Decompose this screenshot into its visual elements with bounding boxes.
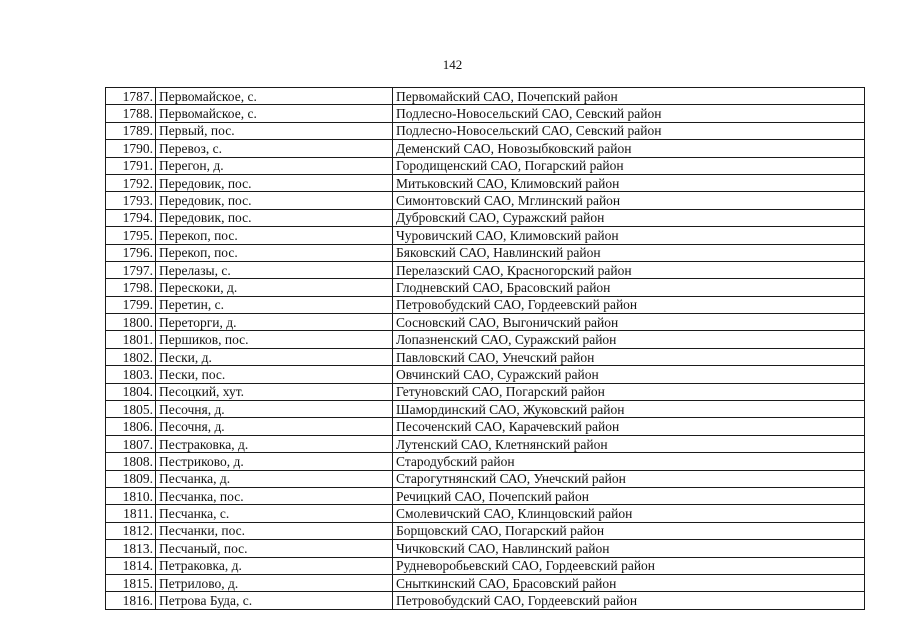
row-number-cell: 1798. — [106, 279, 156, 296]
table-body — [106, 88, 865, 610]
row-number-cell: 1794. — [106, 209, 156, 226]
settlement-name-cell: Перетин, с. — [156, 296, 393, 313]
row-number-cell: 1803. — [106, 366, 156, 383]
row-number-cell: 1792. — [106, 174, 156, 191]
row-number-cell: 1815. — [106, 574, 156, 591]
admin-unit-cell: Смолевичский САО, Клинцовский район — [393, 505, 865, 522]
table-row — [106, 540, 865, 557]
table-row — [106, 383, 865, 400]
settlement-name-cell: Першиков, пос. — [156, 331, 393, 348]
table-row — [106, 296, 865, 313]
row-number-cell: 1787. — [106, 88, 156, 105]
admin-unit-cell: Дубровский САО, Суражский район — [393, 209, 865, 226]
table-row — [106, 157, 865, 174]
table-row — [106, 418, 865, 435]
admin-unit-cell: Чуровичский САО, Климовский район — [393, 227, 865, 244]
settlement-name-cell: Первомайское, с. — [156, 105, 393, 122]
row-number-cell: 1811. — [106, 505, 156, 522]
row-number-cell: 1789. — [106, 122, 156, 139]
settlement-name-cell: Передовик, пос. — [156, 174, 393, 191]
admin-unit-cell: Рудневоробьевский САО, Гордеевский район — [393, 557, 865, 574]
row-number-cell: 1804. — [106, 383, 156, 400]
table-row — [106, 279, 865, 296]
row-number-cell: 1791. — [106, 157, 156, 174]
row-number-cell: 1807. — [106, 435, 156, 452]
settlement-name-cell: Песчанки, пос. — [156, 522, 393, 539]
admin-unit-cell: Чичковский САО, Навлинский район — [393, 540, 865, 557]
table-row — [106, 470, 865, 487]
table-row — [106, 522, 865, 539]
admin-unit-cell: Бяковский САО, Навлинский район — [393, 244, 865, 261]
settlement-name-cell: Перекоп, пос. — [156, 244, 393, 261]
admin-unit-cell: Стародубский район — [393, 453, 865, 470]
row-number-cell: 1814. — [106, 557, 156, 574]
admin-unit-cell: Старогутнянский САО, Унечский район — [393, 470, 865, 487]
table-row — [106, 505, 865, 522]
table-row — [106, 122, 865, 139]
settlement-name-cell: Песочня, д. — [156, 418, 393, 435]
row-number-cell: 1812. — [106, 522, 156, 539]
page-number: 142 — [442, 57, 463, 72]
admin-unit-cell: Лутенский САО, Клетнянский район — [393, 435, 865, 452]
admin-unit-cell: Сосновский САО, Выгоничский район — [393, 314, 865, 331]
admin-unit-cell: Лопазненский САО, Суражский район — [393, 331, 865, 348]
settlement-name-cell: Петрова Буда, с. — [156, 592, 393, 609]
row-number-cell: 1793. — [106, 192, 156, 209]
admin-unit-cell: Сныткинский САО, Брасовский район — [393, 574, 865, 591]
admin-unit-cell: Подлесно-Новосельский САО, Севский район — [393, 105, 865, 122]
table-row — [106, 192, 865, 209]
settlement-name-cell: Пестриково, д. — [156, 453, 393, 470]
admin-unit-cell: Митьковский САО, Климовский район — [393, 174, 865, 191]
admin-unit-cell: Деменский САО, Новозыбковский район — [393, 140, 865, 157]
settlement-name-cell: Первомайское, с. — [156, 88, 393, 105]
admin-unit-cell: Глодневский САО, Брасовский район — [393, 279, 865, 296]
admin-unit-cell: Симонтовский САО, Мглинский район — [393, 192, 865, 209]
admin-unit-cell: Первомайский САО, Почепский район — [393, 88, 865, 105]
row-number-cell: 1802. — [106, 348, 156, 365]
table-row — [106, 88, 865, 105]
admin-unit-cell: Петровобудский САО, Гордеевский район — [393, 592, 865, 609]
settlement-name-cell: Пески, д. — [156, 348, 393, 365]
row-number-cell: 1797. — [106, 261, 156, 278]
row-number-cell: 1795. — [106, 227, 156, 244]
settlement-name-cell: Песчаный, пос. — [156, 540, 393, 557]
table-row — [106, 348, 865, 365]
table-row — [106, 366, 865, 383]
row-number-cell: 1808. — [106, 453, 156, 470]
table-row — [106, 453, 865, 470]
row-number-cell: 1809. — [106, 470, 156, 487]
settlement-name-cell: Перекоп, пос. — [156, 227, 393, 244]
settlement-name-cell: Песочня, д. — [156, 401, 393, 418]
settlement-name-cell: Первый, пос. — [156, 122, 393, 139]
table-row — [106, 174, 865, 191]
admin-unit-cell: Перелазский САО, Красногорский район — [393, 261, 865, 278]
admin-unit-cell: Речицкий САО, Почепский район — [393, 487, 865, 504]
row-number-cell: 1816. — [106, 592, 156, 609]
table-row — [106, 592, 865, 609]
table-row — [106, 209, 865, 226]
admin-unit-cell: Овчинский САО, Суражский район — [393, 366, 865, 383]
row-number-cell: 1806. — [106, 418, 156, 435]
settlement-name-cell: Песчанка, пос. — [156, 487, 393, 504]
settlements-table — [105, 87, 865, 610]
settlement-name-cell: Перескоки, д. — [156, 279, 393, 296]
table-row — [106, 401, 865, 418]
settlement-name-cell: Перелазы, с. — [156, 261, 393, 278]
settlement-name-cell: Песчанка, д. — [156, 470, 393, 487]
admin-unit-cell: Гетуновский САО, Погарский район — [393, 383, 865, 400]
admin-unit-cell: Петровобудский САО, Гордеевский район — [393, 296, 865, 313]
row-number-cell: 1796. — [106, 244, 156, 261]
row-number-cell: 1790. — [106, 140, 156, 157]
row-number-cell: 1805. — [106, 401, 156, 418]
settlement-name-cell: Петраковка, д. — [156, 557, 393, 574]
row-number-cell: 1800. — [106, 314, 156, 331]
admin-unit-cell: Песоченский САО, Карачевский район — [393, 418, 865, 435]
table-row — [106, 435, 865, 452]
row-number-cell: 1799. — [106, 296, 156, 313]
settlement-name-cell: Пестраковка, д. — [156, 435, 393, 452]
admin-unit-cell: Борщовский САО, Погарский район — [393, 522, 865, 539]
settlement-name-cell: Передовик, пос. — [156, 192, 393, 209]
table-row — [106, 227, 865, 244]
settlement-name-cell: Передовик, пос. — [156, 209, 393, 226]
table-row — [106, 574, 865, 591]
admin-unit-cell: Городищенский САО, Погарский район — [393, 157, 865, 174]
row-number-cell: 1810. — [106, 487, 156, 504]
settlement-name-cell: Петрилово, д. — [156, 574, 393, 591]
table-row — [106, 244, 865, 261]
settlement-name-cell: Перевоз, с. — [156, 140, 393, 157]
admin-unit-cell: Шамординский САО, Жуковский район — [393, 401, 865, 418]
row-number-cell: 1813. — [106, 540, 156, 557]
settlement-name-cell: Песоцкий, хут. — [156, 383, 393, 400]
settlement-name-cell: Перегон, д. — [156, 157, 393, 174]
settlement-name-cell: Пески, пос. — [156, 366, 393, 383]
table-row — [106, 331, 865, 348]
settlement-name-cell: Переторги, д. — [156, 314, 393, 331]
settlement-name-cell: Песчанка, с. — [156, 505, 393, 522]
table-row — [106, 487, 865, 504]
table-row — [106, 314, 865, 331]
admin-unit-cell: Подлесно-Новосельский САО, Севский район — [393, 122, 865, 139]
row-number-cell: 1801. — [106, 331, 156, 348]
table-row — [106, 105, 865, 122]
table-row — [106, 140, 865, 157]
row-number-cell: 1788. — [106, 105, 156, 122]
table-row — [106, 261, 865, 278]
admin-unit-cell: Павловский САО, Унечский район — [393, 348, 865, 365]
table-row — [106, 557, 865, 574]
